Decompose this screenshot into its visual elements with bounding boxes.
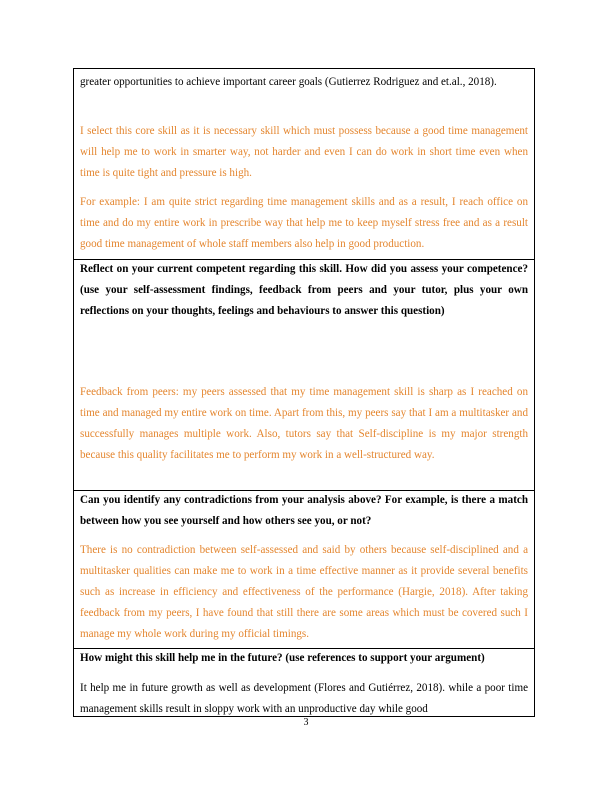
question-current-competence: Reflect on your current competent regarding this skill. How did you assess your competence? (use your self-assessment findings, feedback from peers and your tutor, plus your own reflections on your thoughts, feelings and behaviours to answer this question): [80, 263, 528, 317]
paragraph-example: For example: I am quite strict regarding time management skills and as a result, I reach office on time and do my entire work in prescribe way that help me to keep myself stress free and as a result good time management of whole staff members also help in good production.: [80, 196, 528, 250]
paragraph-career-goals: greater opportunities to achieve important career goals (Gutierrez Rodriguez and et.al., 2018).: [80, 76, 497, 88]
question-future: How might this skill help me in the future? (use references to support your argument): [80, 652, 485, 664]
paragraph-core-skill: I select this core skill as it is necessary skill which must possess because a good time management will help me to work in smarter way, not harder and even I can do work in short time even when time is quite tight and pressure is high.: [80, 125, 528, 179]
page-number: 3: [303, 717, 309, 728]
content-table: [73, 68, 535, 717]
question-contradictions: Can you identify any contradictions from your analysis above? For example, is there a match between how you see yourself and how others see you, or not?: [80, 494, 528, 527]
answer-contradictions: There is no contradiction between self-assessed and said by others because self-disciplined and a multitasker qualities can make me to work in a time effective manner as it provide several benefits such as increase in efficiency and effectiveness of the performance (Hargie, 2018). After taking feedback from my peers, I have found that still there are some areas which must be covered such I manage my whole work during my official timings.: [80, 544, 528, 640]
answer-future: It help me in future growth as well as development (Flores and Gutiérrez, 2018). while a poor time management skills result in sloppy work with an unproductive day while good: [80, 682, 528, 715]
answer-peer-feedback: Feedback from peers: my peers assessed that my time management skill is sharp as I reached on time and managed my entire work on time. Apart from this, my peers say that I am a multitasker and successfully manages multiple work. Also, tutors say that Self-discipline is my major strength because this quality facilitates me to perform my work in a well-structured way.: [80, 386, 528, 461]
